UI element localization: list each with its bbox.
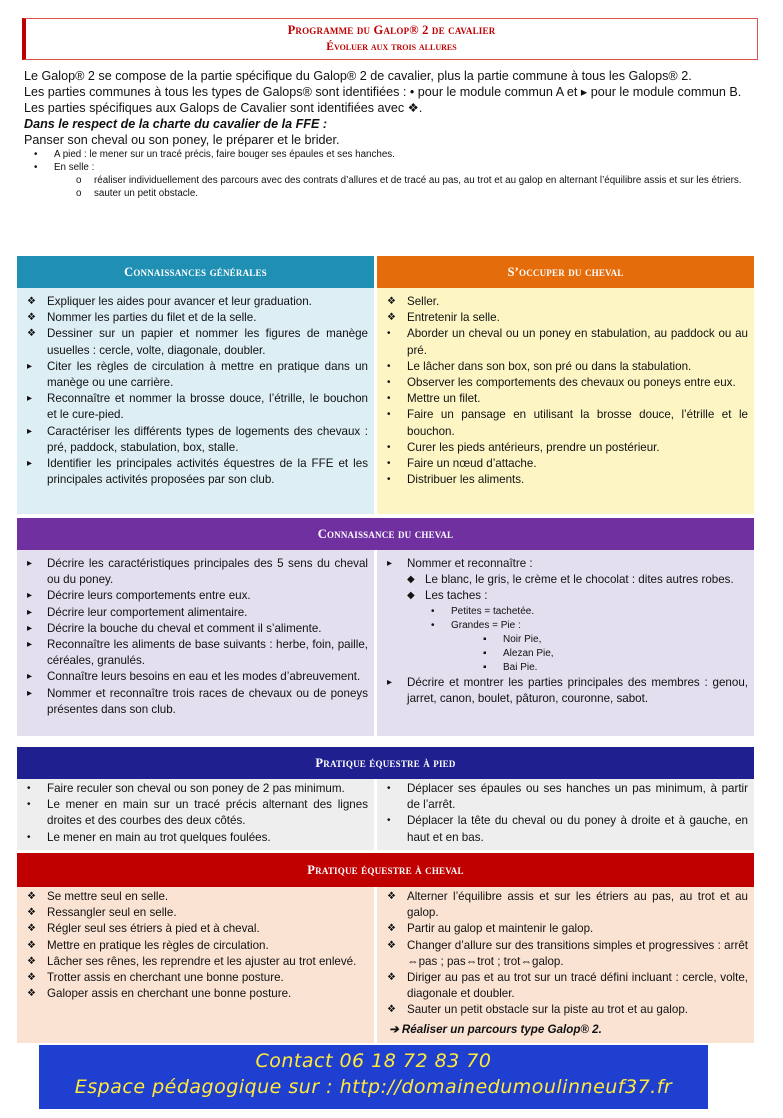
intro-charte: Dans le respect de la charte du cavalier de la FFE : xyxy=(24,117,328,131)
arrow-bullet-icon: ▸ xyxy=(27,622,33,634)
cavalier-bullet-icon: ❖ xyxy=(27,907,36,919)
list-item: ◆ Le blanc, le gris, le crème et le chocolat : dites autres robes. xyxy=(403,572,748,588)
arrow-bullet-icon: ▸ xyxy=(27,606,33,618)
list-item xyxy=(383,970,748,1002)
arrow-bullet-icon: ▸ xyxy=(27,687,33,699)
list-item-text: Trotter assis en cherchant une bonne posture. xyxy=(47,971,284,985)
list-item xyxy=(23,637,368,669)
list-item-text: Décrire les caractéristiques principales des 5 sens du cheval ou du poney. xyxy=(47,557,368,587)
list-item xyxy=(23,889,368,905)
list-item xyxy=(383,456,748,472)
column-general-knowledge xyxy=(17,288,374,514)
cavalier-bullet-icon: ❖ xyxy=(387,891,396,902)
cavalier-bullet-icon: ❖ xyxy=(387,296,396,307)
column-ground-left xyxy=(17,779,374,850)
list-item xyxy=(23,781,368,797)
intro-p4: Panser son cheval ou son poney, le préparer et le brider. xyxy=(24,133,340,147)
list-item xyxy=(383,375,748,391)
cavalier-bullet-icon: ❖ xyxy=(27,955,36,967)
list-item-text: Lâcher ses rênes, les reprendre et les ajuster au trot enlevé. xyxy=(47,954,357,968)
list-item xyxy=(23,938,368,954)
bullet-icon: • xyxy=(387,441,391,453)
list-item xyxy=(23,830,368,846)
list-item-text: Le lâcher dans son box, son pré ou dans la stabulation. xyxy=(407,359,692,373)
header-soccuper-du-cheval: S’occuper du cheval xyxy=(377,256,754,288)
list-item-text: Reconnaître les aliments de base suivants : herbe, foin, paille, céréales, granulés. xyxy=(47,638,368,668)
title-line1: Programme du Galop® 2 de cavalier xyxy=(287,23,496,37)
bullet-icon: • xyxy=(387,377,391,389)
list-item-text: Ressangler seul en selle. xyxy=(47,906,177,920)
list-item: ◆ Les taches : xyxy=(403,588,748,604)
cavalier-bullet-icon: ❖ xyxy=(27,891,36,902)
list-item-text: Se mettre seul en selle. xyxy=(47,890,169,903)
section-general-knowledge xyxy=(17,256,754,514)
list-item xyxy=(383,407,748,439)
bullet-icon: • xyxy=(387,815,391,827)
list-item-text: Identifier les principales activités équestres de la FFE et les principales activités proposées par son club. xyxy=(47,457,368,487)
list-item-text: Faire reculer son cheval ou son poney de 2 pas minimum. xyxy=(47,782,345,795)
bullet-icon: • xyxy=(387,409,391,421)
list-item-text: Nommer et reconnaître trois races de chevaux ou de poneys présentes dans son club. xyxy=(47,686,368,716)
list-item xyxy=(383,294,748,310)
intro-p1: Le Galop® 2 se compose de la partie spécifique du Galop® 2 de cavalier, plus la partie commune à tous les Galops® 2. xyxy=(24,69,692,83)
title-box xyxy=(22,18,758,60)
header-connaissances-generales: Connaissances générales xyxy=(17,256,374,288)
column-riding-right xyxy=(377,887,754,1043)
bullet-icon: • xyxy=(387,393,391,405)
list-item xyxy=(23,310,368,326)
list-item-text: Nommer les parties du filet et de la selle. xyxy=(47,311,257,325)
cavalier-bullet-icon: ❖ xyxy=(387,972,396,984)
arrow-bullet-icon: ▸ xyxy=(27,590,33,602)
cavalier-bullet-icon: ❖ xyxy=(27,988,36,1000)
arrow-bullet-icon: ▸ xyxy=(27,639,33,651)
intro-p3: Les parties spécifiques aux Galops de Cavalier sont identifiées avec ❖. xyxy=(24,101,423,115)
bullet-icon: • xyxy=(431,605,435,617)
list-item xyxy=(23,556,368,588)
cavalier-bullet-icon: ❖ xyxy=(387,939,396,951)
list-item: o réaliser individuellement des parcours avec des contrats d’allures et de tracé au pas, au trot et au galop en alternant l’équilibre assis et sur les étriers. xyxy=(76,175,742,186)
arrow-bullet-icon: ▸ xyxy=(27,393,33,405)
intro xyxy=(24,68,754,200)
title-line2: Évoluer aux trois allures xyxy=(326,41,457,53)
list-item xyxy=(23,588,368,604)
column-horse-knowledge-right xyxy=(377,550,754,736)
column-riding-left xyxy=(17,887,374,1043)
list-item xyxy=(23,605,368,621)
list-item-text: Le mener en main sur un tracé précis alternant des lignes droites et des courbes des deux côtés. xyxy=(47,798,368,828)
section-riding-practice xyxy=(17,853,754,1043)
list-item: ▸ Nommer et reconnaître : xyxy=(383,556,748,572)
bullet-icon: • xyxy=(431,619,435,631)
column-ground-right xyxy=(377,779,754,850)
list-item xyxy=(23,921,368,937)
footer-contact: Contact 06 18 72 83 70 xyxy=(255,1050,492,1072)
list-item-text: Sauter un petit obstacle sur la piste au trot et au galop. xyxy=(407,1003,689,1017)
bullet-icon: • xyxy=(387,458,391,470)
list-item xyxy=(23,294,368,310)
list-item-text: Aborder un cheval ou un poney en stabulation, au paddock ou au pré. xyxy=(407,327,748,357)
list-item-text: Décrire leurs comportements entre eux. xyxy=(47,589,251,603)
list-item-text: Mettre en pratique les règles de circulation. xyxy=(47,938,269,952)
intro-sublist xyxy=(76,174,754,200)
list-item-text: Faire un nœud d’attache. xyxy=(407,457,537,471)
footer-banner xyxy=(39,1045,708,1109)
arrow-bullet-icon: ▸ xyxy=(27,425,33,437)
list-item: • Petites = tachetée. xyxy=(431,605,535,617)
arrow-bullet-icon: ▸ xyxy=(27,360,33,372)
arrow-bullet-icon: ▸ xyxy=(387,676,393,688)
list-item xyxy=(383,391,748,407)
list-item xyxy=(23,970,368,986)
list-item-text: Régler seul ses étriers à pied et à cheval. xyxy=(47,922,260,936)
list-item: ▪ Alezan Pie, xyxy=(483,647,554,659)
list-item xyxy=(23,686,368,718)
square-bullet-icon: ▪ xyxy=(483,661,487,673)
list-item: • En selle : o réaliser individuellement des parcours avec des contrats d’allures et de tracé au pas, au trot et au galop en alternant l’équilibre assis et sur les étriers. o sauter un petit obstacle. xyxy=(34,161,754,200)
list-item-text: Seller. xyxy=(407,295,440,308)
list-item-text: Diriger au pas et au trot sur un tracé défini incluant : cercle, volte, diagonale et doubler. xyxy=(407,971,748,1001)
list-item-text: Déplacer la tête du cheval ou du poney à droite et à gauche, en haut et en bas. xyxy=(407,814,748,844)
list-item-text: Galoper assis en cherchant une bonne posture. xyxy=(47,987,292,1001)
list-item xyxy=(383,921,748,937)
square-bullet-icon: ▪ xyxy=(483,647,487,659)
list-item-text: Le mener en main au trot quelques foulées. xyxy=(47,830,271,844)
list-item-text: Distribuer les aliments. xyxy=(407,473,525,487)
list-item xyxy=(383,440,748,456)
list-item-text: Citer les règles de circulation à mettre en pratique dans un manège ou une carrière. xyxy=(47,359,368,390)
list-item xyxy=(23,424,368,456)
list-item-text: Partir au galop et maintenir le galop. xyxy=(407,922,594,936)
list-item: • A pied : le mener sur un tracé précis, faire bouger ses épaules et ses hanches. xyxy=(34,149,395,160)
list-item: ▸ Décrire et montrer les parties principales des membres : genou, jarret, canon, boulet, pâturon, couronne, sabot. xyxy=(387,675,748,705)
header-pratique-a-pied: Pratique équestre à pied xyxy=(17,747,754,779)
list-item: • Grandes = Pie : xyxy=(431,619,521,631)
list-item xyxy=(383,472,748,488)
bullet-icon: • xyxy=(34,162,38,173)
list-item-text: Faire un pansage en utilisant la brosse douce, l’étrille et le bouchon. xyxy=(407,408,748,438)
diamond-bullet-icon: ◆ xyxy=(407,574,415,586)
square-bullet-icon: ▪ xyxy=(483,633,487,645)
cavalier-bullet-icon: ❖ xyxy=(27,939,36,951)
column-horse-knowledge-left xyxy=(17,550,374,736)
list-item-text: Décrire la bouche du cheval et comment il s’alimente. xyxy=(47,621,322,635)
list-item xyxy=(23,986,368,1002)
arrow-bullet-icon: ▸ xyxy=(27,558,33,569)
list-item xyxy=(383,889,748,921)
parcours-note: ➔ Réaliser un parcours type Galop® 2. xyxy=(389,1022,602,1036)
list-item-text: Observer les comportements des chevaux ou poneys entre eux. xyxy=(407,376,736,390)
list-item xyxy=(383,359,748,375)
list-item: ▪ Bai Pie. xyxy=(483,661,538,673)
list-item-text: Caractériser les différents types de logements des chevaux : pré, paddock, stabulation, box, stalle. xyxy=(47,424,368,454)
list-item xyxy=(383,326,748,358)
list-item xyxy=(23,797,368,829)
list-item: ▪ Noir Pie, xyxy=(483,633,542,645)
cavalier-bullet-icon: ❖ xyxy=(27,312,36,324)
cavalier-bullet-icon: ❖ xyxy=(387,923,396,935)
circle-bullet-icon: o xyxy=(76,175,82,186)
section-ground-practice xyxy=(17,747,754,850)
diamond-bullet-icon: ◆ xyxy=(407,590,415,602)
cavalier-bullet-icon: ❖ xyxy=(387,1004,396,1016)
bullet-icon: • xyxy=(387,328,391,340)
list-item xyxy=(23,326,368,358)
list-item xyxy=(383,310,748,326)
cavalier-bullet-icon: ❖ xyxy=(27,923,36,935)
bullet-icon: • xyxy=(34,149,38,160)
cavalier-bullet-icon: ❖ xyxy=(27,296,36,307)
arrow-bullet-icon: ▸ xyxy=(27,458,33,470)
arrow-bullet-icon: ▸ xyxy=(387,558,393,569)
list-item xyxy=(23,621,368,637)
section-horse-knowledge xyxy=(17,518,754,736)
list-item-text: Changer d’allure sur des transitions simples et progressives : arrêt ⇔pas ; pas⇔trot ; trot⇔galop. xyxy=(407,938,748,968)
cavalier-bullet-icon: ❖ xyxy=(387,312,396,324)
list-item-text: Connaître leurs besoins en eau et les modes d’abreuvement. xyxy=(47,670,361,684)
bullet-icon: • xyxy=(27,799,31,811)
bullet-icon: • xyxy=(387,474,391,486)
list-item xyxy=(383,781,748,813)
list-item-text: Dessiner sur un papier et nommer les figures de manège usuelles : cercle, volte, diagonale, doubler. xyxy=(47,327,368,357)
circle-bullet-icon: o xyxy=(76,188,82,199)
list-item-text: Curer les pieds antérieurs, prendre un postérieur. xyxy=(407,440,660,454)
list-item-text: Expliquer les aides pour avancer et leur graduation. xyxy=(47,295,312,308)
arrow-bullet-icon: ▸ xyxy=(27,671,33,683)
list-item-text: Alterner l’équilibre assis et sur les étriers au pas, au trot et au galop. xyxy=(407,890,748,920)
intro-p2: Les parties communes à tous les types de Galops® sont identifiées : • pour le module commun A et ▸ pour le module commun B. xyxy=(24,85,742,99)
cavalier-bullet-icon: ❖ xyxy=(27,328,36,340)
list-item-text: Décrire leur comportement alimentaire. xyxy=(47,605,248,619)
list-item xyxy=(23,456,368,488)
bullet-icon: • xyxy=(387,783,391,794)
list-item xyxy=(23,359,368,391)
list-item xyxy=(383,1002,748,1018)
list-item xyxy=(23,391,368,423)
list-item-text: Déplacer ses épaules ou ses hanches un pas minimum, à partir de l’arrêt. xyxy=(407,782,748,812)
bullet-icon: • xyxy=(27,783,31,794)
list-item-text: Entretenir la selle. xyxy=(407,311,500,325)
footer-website-link[interactable]: Espace pédagogique sur : http://domainedumoulinneuf37.fr xyxy=(74,1076,673,1098)
list-item xyxy=(383,813,748,845)
list-item xyxy=(23,905,368,921)
list-item xyxy=(23,954,368,970)
list-item-text: Mettre un filet. xyxy=(407,392,481,406)
bullet-icon: • xyxy=(387,360,391,372)
header-connaissance-du-cheval: Connaissance du cheval xyxy=(17,518,754,550)
cavalier-bullet-icon: ❖ xyxy=(27,972,36,984)
list-item: o sauter un petit obstacle. xyxy=(76,188,199,199)
intro-list xyxy=(34,148,754,200)
bullet-icon: • xyxy=(27,831,31,843)
list-item xyxy=(23,669,368,685)
column-horse-care xyxy=(377,288,754,514)
header-pratique-a-cheval: Pratique équestre à cheval xyxy=(17,853,754,887)
list-item xyxy=(383,938,748,970)
list-item-text: Reconnaître et nommer la brosse douce, l’étrille, le bouchon et le cure-pied. xyxy=(47,392,368,422)
